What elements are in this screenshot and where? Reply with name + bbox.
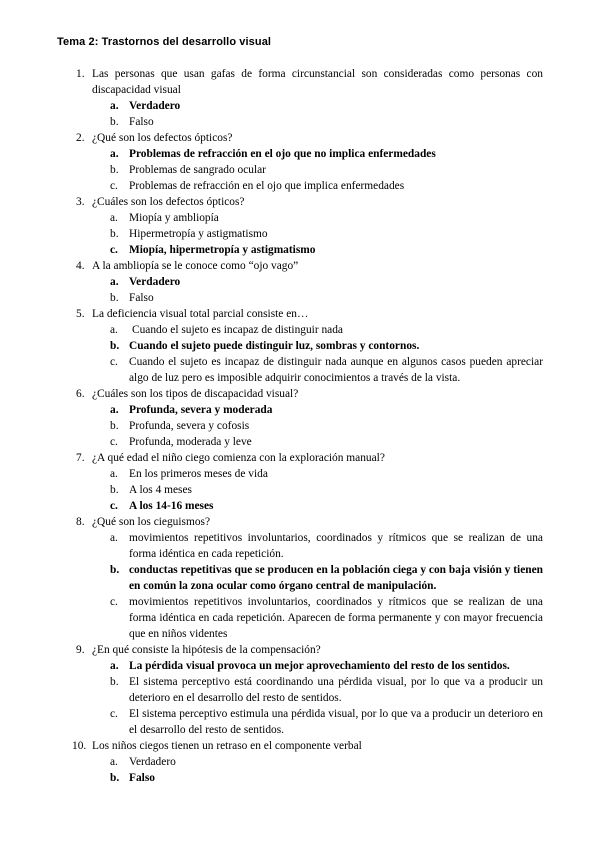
option-text: A los 14-16 meses bbox=[129, 500, 214, 512]
option-text: El sistema perceptivo está coordinando una pérdida visual, por lo que va a producir un deterioro en el desarrollo del resto de sentidos. bbox=[129, 676, 543, 704]
option bbox=[92, 418, 543, 434]
option-letter: a. bbox=[110, 100, 119, 112]
option-text: Cuando el sujeto es incapaz de distinguir nada bbox=[132, 324, 343, 336]
question-list bbox=[0, 66, 600, 786]
option bbox=[92, 706, 543, 738]
option bbox=[92, 354, 543, 386]
question-text: A la ambliopía se le conoce como “ojo vago” bbox=[92, 260, 299, 272]
option bbox=[92, 674, 543, 706]
option-text: Cuando el sujeto puede distinguir luz, sombras y contornos. bbox=[129, 340, 420, 352]
option-letter: b. bbox=[110, 292, 119, 304]
option-correct bbox=[92, 338, 543, 354]
option bbox=[92, 482, 543, 498]
option bbox=[92, 594, 543, 642]
option-list bbox=[92, 98, 543, 130]
question-9 bbox=[0, 642, 600, 738]
option-text: movimientos repetitivos involuntarios, coordinados y rítmicos que se realizan de una forma idéntica en cada repetición. Aparecen de forma permanente y con mayor frecuencia que en niños videntes bbox=[129, 596, 543, 640]
option-text: Profunda, severa y moderada bbox=[129, 404, 273, 416]
option-letter: a. bbox=[110, 404, 119, 416]
question-number: 6. bbox=[76, 388, 85, 400]
option-letter: a. bbox=[110, 756, 118, 768]
option-letter: c. bbox=[110, 708, 118, 720]
question-number: 9. bbox=[76, 644, 85, 656]
option bbox=[92, 162, 543, 178]
option-text: Falso bbox=[129, 116, 154, 128]
question-text: La deficiencia visual total parcial consiste en… bbox=[92, 308, 309, 320]
question-text: ¿En qué consiste la hipótesis de la compensación? bbox=[92, 644, 321, 656]
question-5 bbox=[0, 306, 600, 386]
option bbox=[92, 178, 543, 194]
option-letter: b. bbox=[110, 676, 119, 688]
question-text: ¿Qué son los cieguismos? bbox=[92, 516, 210, 528]
option-text: En los primeros meses de vida bbox=[129, 468, 268, 480]
option-text: Cuando el sujeto es incapaz de distinguir nada aunque en algunos casos pueden apreciar algo de luz pero es imposible adquirir conocimientos a través de la vista. bbox=[129, 356, 543, 384]
option-letter: a. bbox=[110, 148, 119, 160]
question-number: 10. bbox=[72, 740, 87, 752]
option-letter: a. bbox=[110, 660, 119, 672]
question-number: 8. bbox=[76, 516, 85, 528]
question-3 bbox=[0, 194, 600, 258]
question-text: Los niños ciegos tienen un retraso en el componente verbal bbox=[92, 740, 362, 752]
question-6 bbox=[0, 386, 600, 450]
option-letter: c. bbox=[110, 356, 118, 368]
option-list bbox=[92, 530, 543, 642]
option-text: La pérdida visual provoca un mejor aprovechamiento del resto de los sentidos. bbox=[129, 660, 510, 672]
option-text: Verdadero bbox=[129, 100, 181, 112]
option-letter: a. bbox=[110, 212, 118, 224]
option-list bbox=[92, 274, 543, 306]
option-letter: c. bbox=[110, 436, 118, 448]
option bbox=[92, 434, 543, 450]
option-text: Profunda, moderada y leve bbox=[129, 436, 252, 448]
option-letter: b. bbox=[110, 484, 119, 496]
question-number: 3. bbox=[76, 196, 85, 208]
option-letter: a. bbox=[110, 276, 119, 288]
option-correct bbox=[92, 770, 543, 786]
option-correct bbox=[92, 498, 543, 514]
option-letter: c. bbox=[110, 180, 118, 192]
question-number: 7. bbox=[76, 452, 85, 464]
option-letter: a. bbox=[110, 468, 118, 480]
option-letter: b. bbox=[110, 164, 119, 176]
option-correct bbox=[92, 242, 543, 258]
option bbox=[92, 210, 543, 226]
option-text: El sistema perceptivo estimula una pérdida visual, por lo que va a producir un deterioro en el desarrollo del resto de sentidos. bbox=[129, 708, 543, 736]
question-7 bbox=[0, 450, 600, 514]
option-text: Falso bbox=[129, 772, 155, 784]
option-list bbox=[92, 146, 543, 194]
option-text: conductas repetitivas que se producen en la población ciega y con baja visión y tienen en común la zona ocular como órgano central de manipulación. bbox=[129, 564, 543, 592]
question-8 bbox=[0, 514, 600, 642]
option bbox=[92, 530, 543, 562]
option-text: A los 4 meses bbox=[129, 484, 192, 496]
question-1 bbox=[0, 66, 600, 130]
option-list bbox=[92, 210, 543, 258]
option-text: Verdadero bbox=[129, 276, 181, 288]
question-number: 2. bbox=[76, 132, 85, 144]
option-letter: b. bbox=[110, 564, 120, 576]
option-text: Miopía, hipermetropía y astigmatismo bbox=[129, 244, 316, 256]
option-correct bbox=[92, 562, 543, 594]
option-letter: a. bbox=[110, 324, 118, 336]
option-letter: c. bbox=[110, 596, 118, 608]
option-letter: b. bbox=[110, 116, 119, 128]
option-text: Profunda, severa y cofosis bbox=[129, 420, 250, 432]
question-2 bbox=[0, 130, 600, 194]
option-list bbox=[92, 754, 543, 786]
option-correct bbox=[92, 402, 543, 418]
question-text: ¿A qué edad el niño ciego comienza con la exploración manual? bbox=[92, 452, 385, 464]
option-list bbox=[92, 466, 543, 514]
question-number: 1. bbox=[76, 68, 85, 80]
option bbox=[92, 114, 543, 130]
question-10 bbox=[0, 738, 600, 786]
option-text: Hipermetropía y astigmatismo bbox=[129, 228, 268, 240]
option-text: Miopía y ambliopía bbox=[129, 212, 219, 224]
option bbox=[92, 226, 543, 242]
option-text: Problemas de refracción en el ojo que implica enfermedades bbox=[129, 180, 405, 192]
option-text: Problemas de sangrado ocular bbox=[129, 164, 266, 176]
option-list bbox=[92, 322, 543, 386]
option-correct bbox=[92, 658, 543, 674]
option-correct bbox=[92, 98, 543, 114]
option-letter: c. bbox=[110, 500, 118, 512]
option-correct bbox=[92, 274, 543, 290]
option bbox=[92, 322, 543, 338]
option-letter: b. bbox=[110, 772, 120, 784]
question-text: ¿Qué son los defectos ópticos? bbox=[92, 132, 233, 144]
question-number: 4. bbox=[76, 260, 85, 272]
option-letter: b. bbox=[110, 228, 119, 240]
option-list bbox=[92, 658, 543, 738]
page-title: Tema 2: Trastornos del desarrollo visual bbox=[57, 36, 272, 48]
question-text: ¿Cuáles son los defectos ópticos? bbox=[92, 196, 245, 208]
option-letter: b. bbox=[110, 340, 120, 352]
question-text: ¿Cuáles son los tipos de discapacidad visual? bbox=[92, 388, 299, 400]
option-letter: c. bbox=[110, 244, 118, 256]
option-list bbox=[92, 402, 543, 450]
question-4 bbox=[0, 258, 600, 306]
question-text: Las personas que usan gafas de forma circunstancial son consideradas como personas con discapacidad visual bbox=[92, 68, 543, 96]
option-correct bbox=[92, 146, 543, 162]
option bbox=[92, 466, 543, 482]
option bbox=[92, 290, 543, 306]
question-number: 5. bbox=[76, 308, 85, 320]
option-letter: b. bbox=[110, 420, 119, 432]
option-letter: a. bbox=[110, 532, 118, 544]
option-text: movimientos repetitivos involuntarios, coordinados y rítmicos que se realizan de una forma idéntica en cada repetición. bbox=[129, 532, 543, 560]
option-text: Falso bbox=[129, 292, 154, 304]
option bbox=[92, 754, 543, 770]
option-text: Problemas de refracción en el ojo que no implica enfermedades bbox=[129, 148, 436, 160]
option-text: Verdadero bbox=[129, 756, 176, 768]
